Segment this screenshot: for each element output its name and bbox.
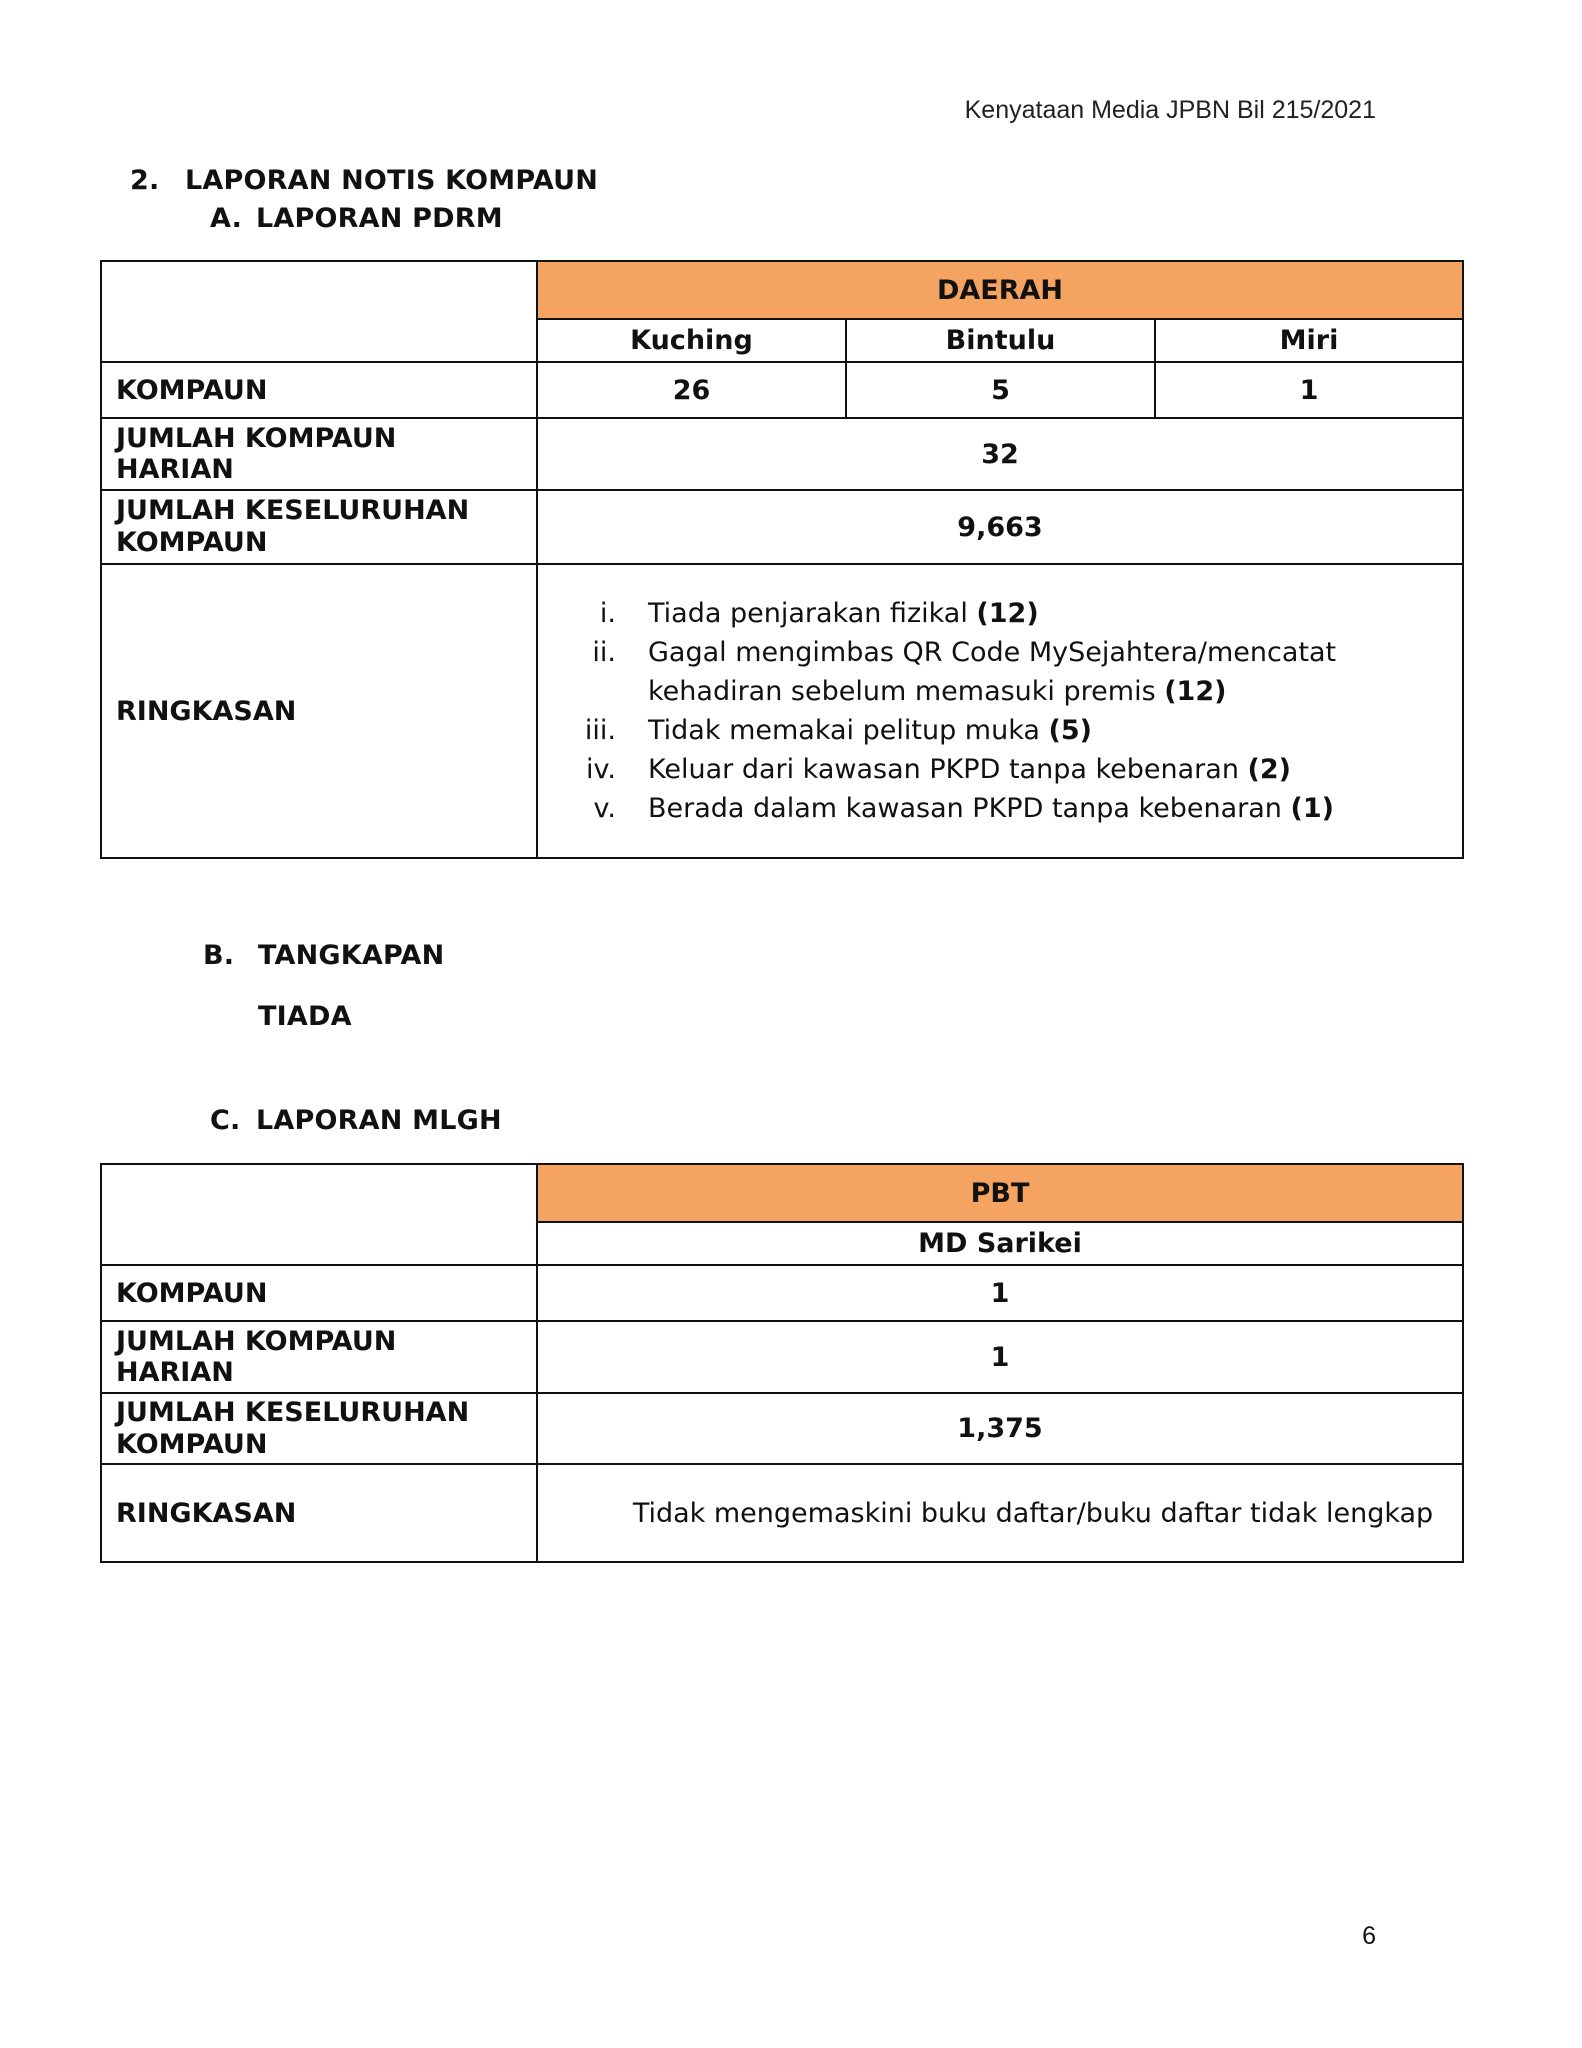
list-count: (12): [976, 598, 1039, 629]
part-c-heading: [210, 1105, 502, 1136]
ringkasan-list: [538, 594, 1432, 828]
pbt-header: PBT: [537, 1164, 1463, 1222]
list-text: Keluar dari kawasan PKPD tanpa kebenaran: [648, 754, 1248, 785]
list-item: [538, 750, 1432, 789]
mlgh-table: [100, 1163, 1464, 1563]
column-md-sarikei: MD Sarikei: [537, 1222, 1463, 1265]
list-item: [538, 711, 1432, 750]
list-text: Tiada penjarakan fizikal: [648, 598, 977, 629]
section-number: 2.: [130, 165, 160, 196]
list-count: (2): [1247, 754, 1291, 785]
kompaun-miri: 1: [1155, 362, 1463, 418]
label-line-2: KOMPAUN: [116, 527, 268, 558]
label-line-1: JUMLAH KESELURUHAN: [116, 1396, 470, 1428]
list-numeral: iii.: [584, 715, 616, 746]
section-heading: [130, 165, 598, 196]
table-corner-cell: [101, 261, 537, 362]
list-item: [538, 594, 1432, 633]
part-b-content: TIADA: [258, 1001, 352, 1032]
ringkasan-cell: [537, 564, 1463, 858]
column-bintulu: Bintulu: [846, 319, 1155, 362]
document-reference: Kenyataan Media JPBN Bil 215/2021: [964, 96, 1376, 124]
kompaun-bintulu: 5: [846, 362, 1155, 418]
part-b-title: TANGKAPAN: [258, 940, 445, 971]
kompaun-kuching: 26: [537, 362, 846, 418]
part-a-heading: [210, 203, 503, 234]
label-line-2: KOMPAUN: [116, 1428, 268, 1460]
part-a-title: LAPORAN PDRM: [256, 203, 503, 234]
jumlah-harian-value: 1: [537, 1321, 1463, 1393]
part-a-letter: A.: [210, 203, 243, 234]
list-text: Gagal mengimbas QR Code MySejahtera/mencatat kehadiran sebelum memasuki premis: [648, 637, 1337, 707]
row-label-ringkasan: RINGKASAN: [101, 564, 537, 858]
page-number: 6: [1362, 1922, 1376, 1950]
list-text: Tidak memakai pelitup muka: [648, 715, 1049, 746]
row-label-keseluruhan: [101, 1393, 537, 1464]
part-b-heading: [203, 940, 444, 971]
row-label-keseluruhan: [101, 490, 537, 564]
list-count: (12): [1164, 676, 1227, 707]
kompaun-value: 1: [537, 1265, 1463, 1321]
list-text: Berada dalam kawasan PKPD tanpa kebenaran: [648, 793, 1291, 824]
list-numeral: ii.: [592, 637, 616, 668]
list-numeral: v.: [593, 793, 616, 824]
row-label-harian: JUMLAH KOMPAUN HARIAN: [101, 1321, 537, 1393]
list-numeral: i.: [599, 598, 616, 629]
part-b-letter: B.: [203, 940, 235, 971]
column-miri: Miri: [1155, 319, 1463, 362]
daerah-header: DAERAH: [537, 261, 1463, 319]
row-label-kompaun: KOMPAUN: [101, 1265, 537, 1321]
row-label-kompaun: KOMPAUN: [101, 362, 537, 418]
list-item: [538, 789, 1432, 828]
label-line-1: JUMLAH KESELURUHAN: [116, 495, 470, 526]
row-label-ringkasan: RINGKASAN: [101, 1464, 537, 1562]
ringkasan-value: Tidak mengemaskini buku daftar/buku daftar tidak lengkap: [537, 1464, 1463, 1562]
part-c-title: LAPORAN MLGH: [256, 1105, 502, 1136]
list-count: (5): [1048, 715, 1092, 746]
section-title: LAPORAN NOTIS KOMPAUN: [185, 165, 599, 196]
row-label-harian: JUMLAH KOMPAUN HARIAN: [101, 418, 537, 490]
jumlah-keseluruhan-value: 1,375: [537, 1393, 1463, 1464]
list-item: [538, 633, 1432, 711]
jumlah-harian-value: 32: [537, 418, 1463, 490]
column-kuching: Kuching: [537, 319, 846, 362]
part-c-letter: C.: [210, 1105, 241, 1136]
list-count: (1): [1290, 793, 1334, 824]
table-corner-cell: [101, 1164, 537, 1265]
list-numeral: iv.: [586, 754, 616, 785]
pdrm-table: [100, 260, 1464, 859]
jumlah-keseluruhan-value: 9,663: [537, 490, 1463, 564]
